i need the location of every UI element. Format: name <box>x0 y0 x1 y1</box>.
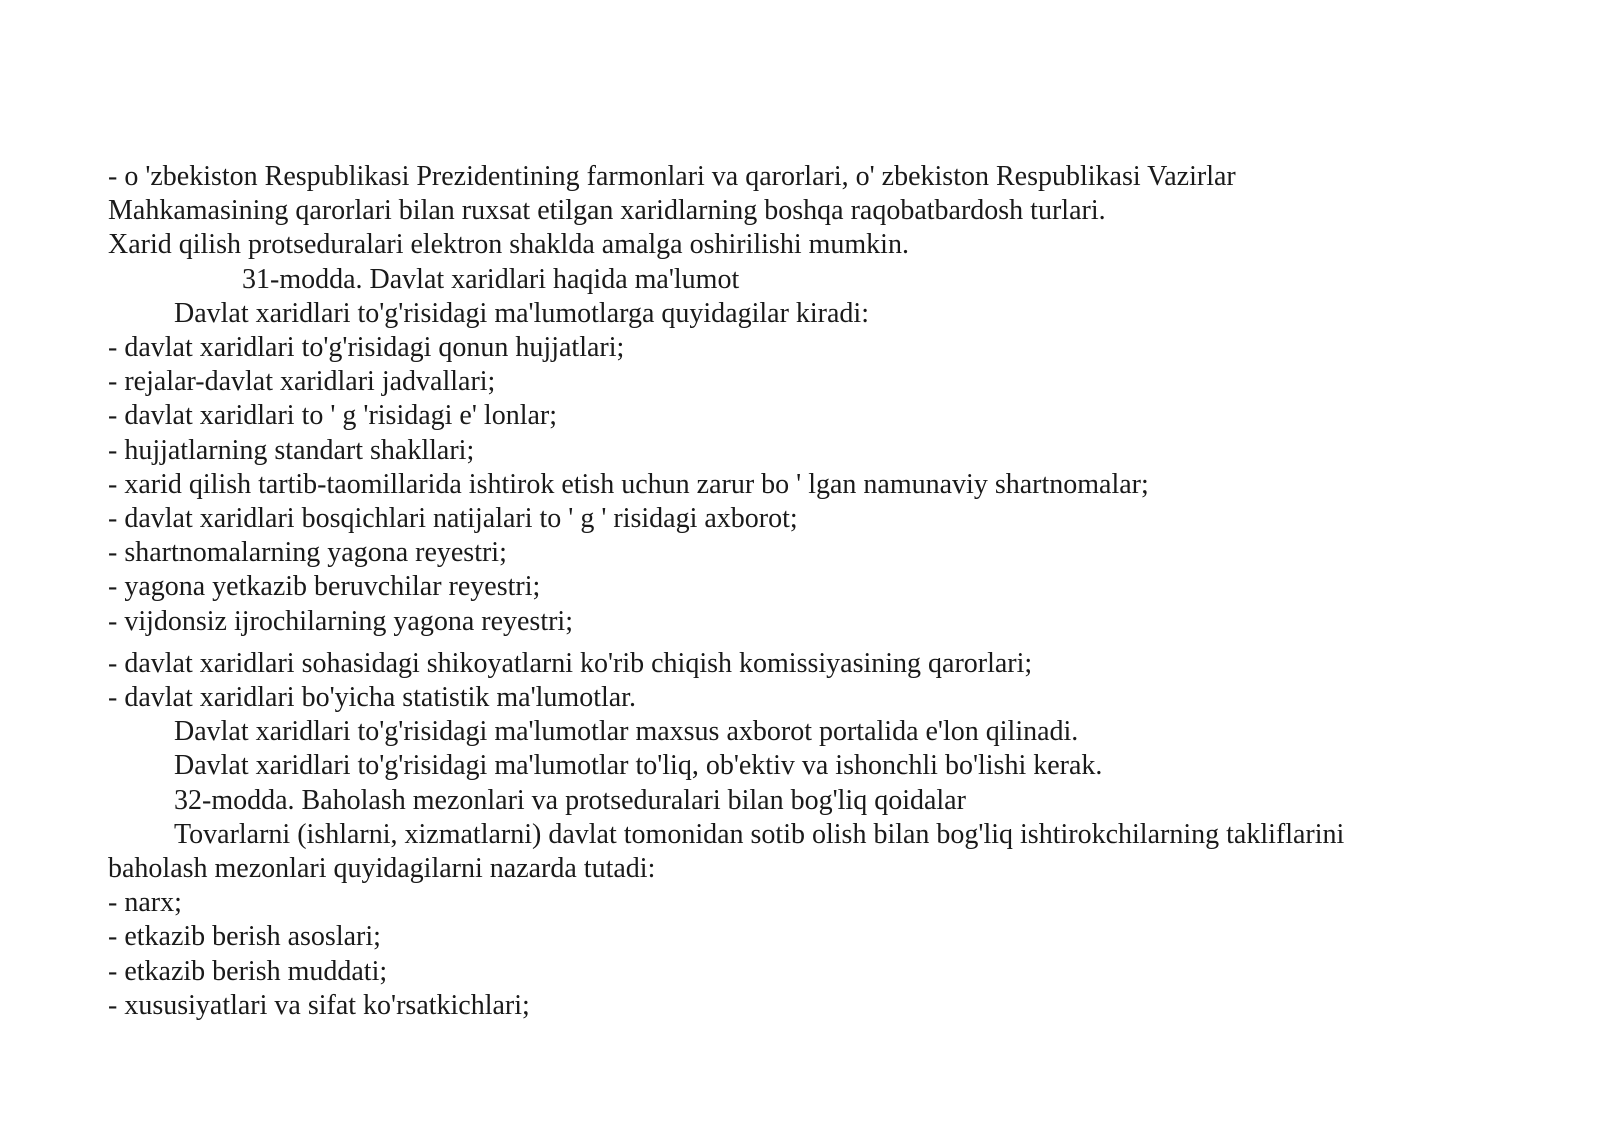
list-item: - xarid qilish tartib-taomillarida ishtirok etish uchun zarur bo ' lgan namunaviy shartnomalar; <box>108 468 1149 500</box>
paragraph-line: Davlat xaridlari to'g'risidagi ma'lumotlar to'liq, ob'ektiv va ishonchli bo'lishi kerak. <box>174 750 1103 782</box>
list-item: - vijdonsiz ijrochilarning yagona reyestri; <box>108 605 573 637</box>
paragraph-line: Tovarlarni (ishlarni, xizmatlarni) davlat tomonidan sotib olish bilan bog'liq ishtirokchilarning takliflarini <box>174 818 1345 850</box>
list-item: - etkazib berish muddati; <box>108 955 388 987</box>
list-item: - davlat xaridlari sohasidagi shikoyatlarni ko'rib chiqish komissiyasining qarorlari; <box>108 647 1033 679</box>
paragraph-line: Davlat xaridlari to'g'risidagi ma'lumotlarga quyidagilar kiradi: <box>174 297 869 329</box>
text-line: - o 'zbekiston Respublikasi Prezidentining farmonlari va qarorlari, o' zbekiston Respublikasi Vazirlar <box>108 161 1236 192</box>
text-line: Mahkamasining qarorlari bilan ruxsat etilgan xaridlarning boshqa raqobatbardosh turlari. <box>108 195 1106 227</box>
text-line: Xarid qilish protseduralari elektron shakldа amalga oshirilishi mumkin. <box>108 229 909 261</box>
list-item: - rejalar-davlat xaridlari jadvallari; <box>108 366 496 398</box>
list-item: - yagona yetkazib beruvchilar reyestri; <box>108 571 541 603</box>
list-item: - davlat xaridlari to ' g 'risidagi e' lonlar; <box>108 400 557 432</box>
list-item: - davlat xaridlari bosqichlari natijalari to ' g ' risidagi axborot; <box>108 503 798 535</box>
list-item: - narx; <box>108 887 182 919</box>
list-item: - etkazib berish asoslari; <box>108 921 381 953</box>
list-item: - xususiyatlari va sifat ko'rsatkichlari; <box>108 989 530 1021</box>
article-heading-31: 31-modda. Davlat xaridlari haqida ma'lumot <box>242 263 740 295</box>
article-heading-32: 32-modda. Baholash mezonlari va protseduralari bilan bog'liq qoidalar <box>174 784 966 816</box>
list-item: - shartnomalarning yagona reyestri; <box>108 537 507 569</box>
list-item: - davlat xaridlari to'g'risidagi qonun hujjatlari; <box>108 332 625 364</box>
paragraph-line: baholash mezonlari quyidagilarni nazarda tutadi: <box>108 853 656 885</box>
paragraph-line: Davlat xaridlari to'g'risidagi ma'lumotlar maxsus axborot portalida e'lon qilinadi. <box>174 716 1079 748</box>
list-item: - hujjatlarning standart shakllari; <box>108 434 475 466</box>
document-text <box>108 160 1568 1023</box>
list-item: - davlat xaridlari bo'yicha statistik ma'lumotlar. <box>108 682 636 714</box>
